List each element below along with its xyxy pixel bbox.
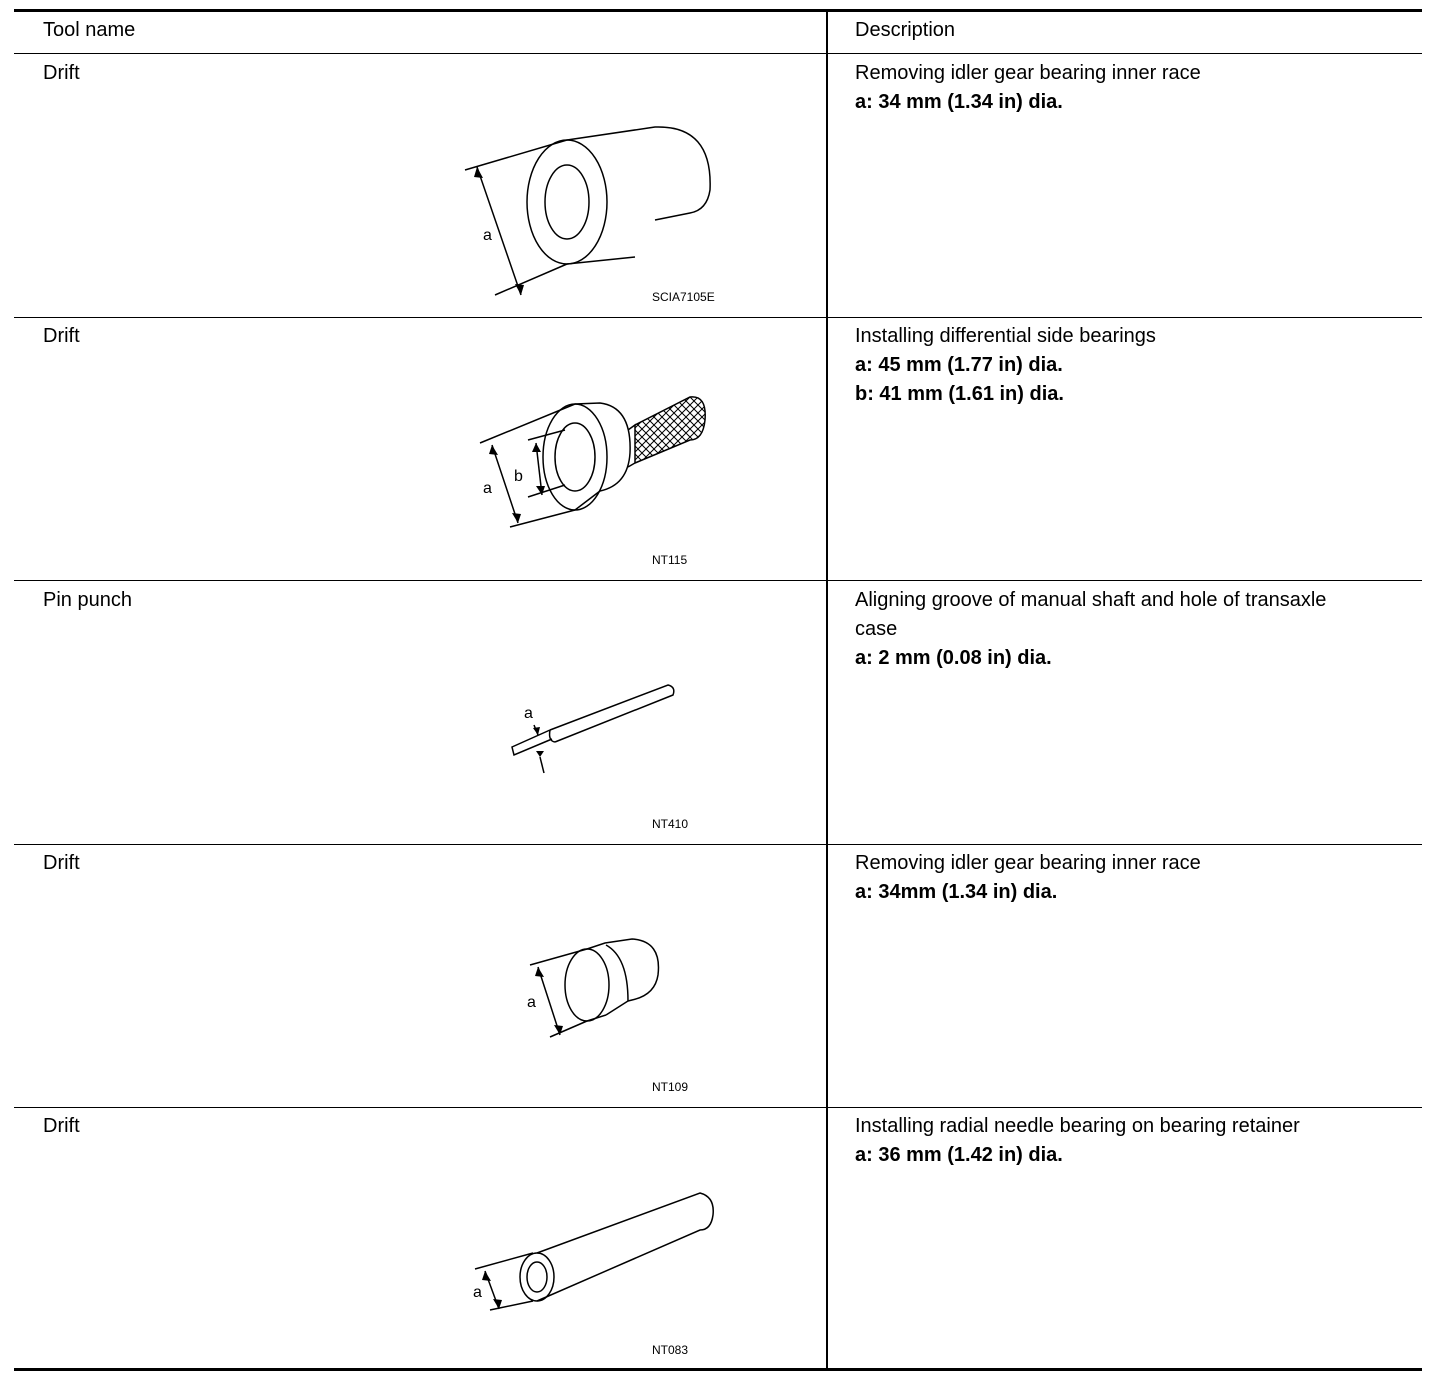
tool-spec: b: 41 mm (1.61 in) dia. xyxy=(855,383,1064,405)
table-top-rule xyxy=(14,9,1422,12)
tool-spec: a: 34mm (1.34 in) dia. xyxy=(855,881,1058,903)
drift-illustration xyxy=(455,115,725,305)
row-rule xyxy=(14,317,1422,318)
tool-name: Drift xyxy=(43,1115,80,1137)
tool-purpose: Aligning groove of manual shaft and hole of transaxle xyxy=(855,589,1327,611)
tool-name: Drift xyxy=(43,852,80,874)
figure-code: NT109 xyxy=(652,1080,689,1094)
pin-punch-illustration xyxy=(500,675,685,785)
row-rule xyxy=(14,1107,1422,1108)
dimension-label: a xyxy=(473,1284,482,1301)
tool-purpose: Installing radial needle bearing on bearing retainer xyxy=(855,1115,1300,1137)
dimension-label: b xyxy=(514,468,523,485)
tool-purpose: Removing idler gear bearing inner race xyxy=(855,852,1201,874)
dimension-label: a xyxy=(527,994,536,1011)
drift-illustration xyxy=(465,1185,720,1320)
tool-name: Drift xyxy=(43,62,80,84)
figure-code: NT410 xyxy=(652,817,689,831)
header-tool-name: Tool name xyxy=(43,19,136,41)
header-rule xyxy=(14,53,1422,54)
column-divider xyxy=(826,12,828,1368)
drift-illustration xyxy=(520,935,665,1045)
tool-spec: a: 34 mm (1.34 in) dia. xyxy=(855,91,1063,113)
figure-code: NT083 xyxy=(652,1343,689,1357)
tool-spec: a: 36 mm (1.42 in) dia. xyxy=(855,1144,1063,1166)
table-bottom-rule xyxy=(14,1368,1422,1371)
row-rule xyxy=(14,580,1422,581)
figure-code: SCIA7105E xyxy=(652,290,715,304)
drift-illustration xyxy=(470,385,720,535)
row-rule xyxy=(14,844,1422,845)
tool-spec: a: 2 mm (0.08 in) dia. xyxy=(855,647,1052,669)
figure-code: NT115 xyxy=(652,553,688,567)
tool-purpose: Installing differential side bearings xyxy=(855,325,1156,347)
tool-purpose: case xyxy=(855,618,898,640)
tool-name: Drift xyxy=(43,325,80,347)
tool-spec: a: 45 mm (1.77 in) dia. xyxy=(855,354,1063,376)
dimension-label: a xyxy=(483,480,492,497)
dimension-label: a xyxy=(524,705,533,722)
header-description: Description xyxy=(855,19,956,41)
tool-purpose: Removing idler gear bearing inner race xyxy=(855,62,1201,84)
tool-name: Pin punch xyxy=(43,589,132,611)
dimension-label: a xyxy=(483,227,492,244)
